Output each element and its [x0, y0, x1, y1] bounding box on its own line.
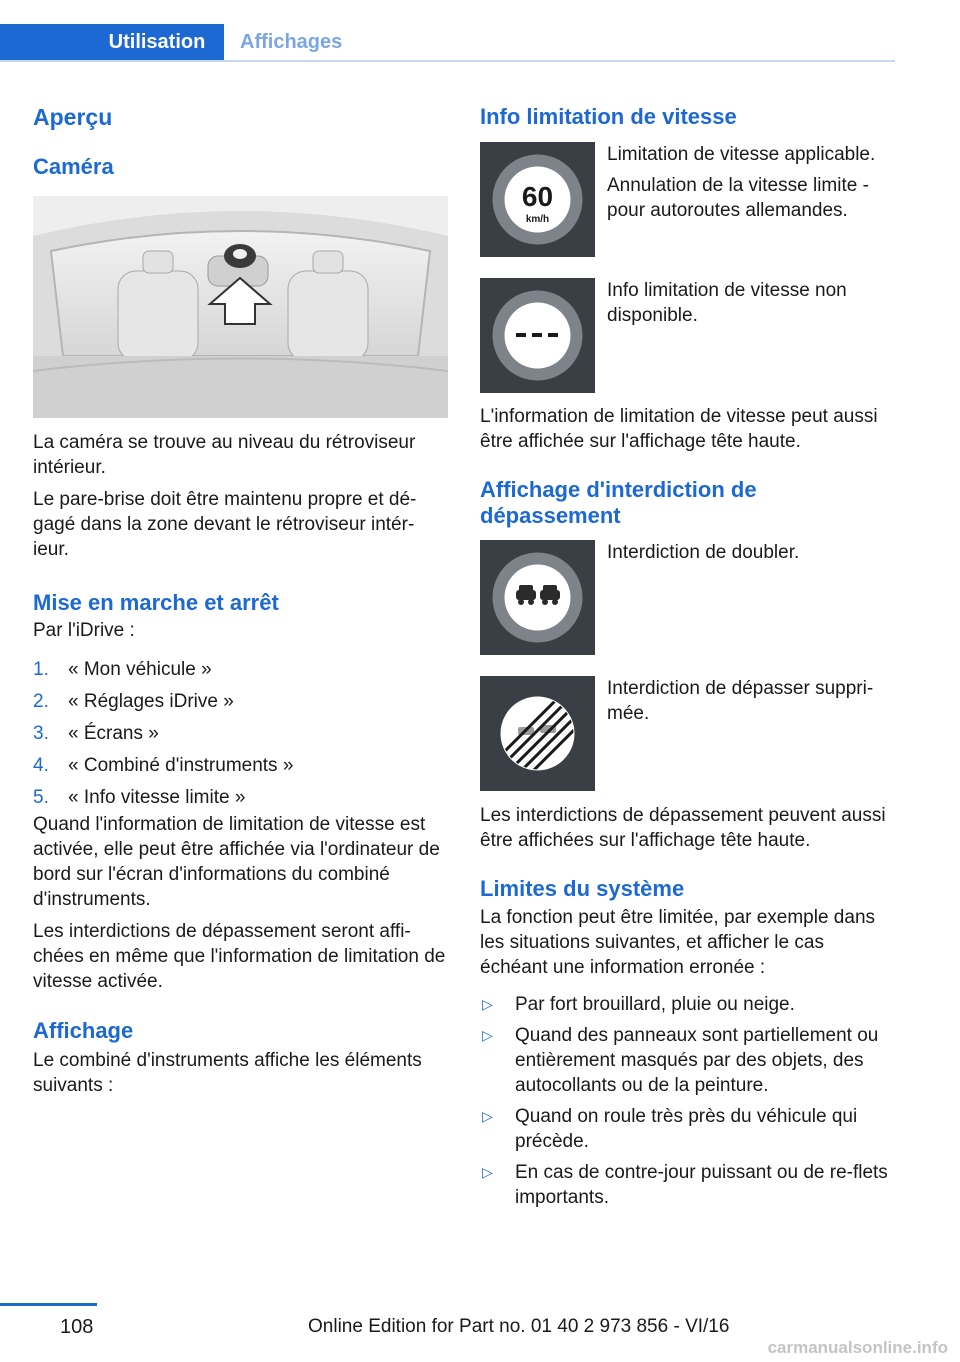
heading-system-limits: Limites du système [480, 876, 685, 901]
header [0, 0, 895, 62]
speed-sign-desc-2: Annulation de la vitesse limite - pour autoroutes allemandes. [607, 175, 869, 221]
idrive-steps [33, 657, 448, 810]
heading-no-overtaking: Affichage d'interdiction de dépassement [480, 477, 757, 528]
step-number: 4. [33, 755, 49, 776]
speed-sign-text [607, 142, 895, 257]
bullet-text: Quand des panneaux sont partiellement ou entièrement masqués par des objets, des autocollants ou de la peinture. [515, 1025, 879, 1096]
list-item [480, 1104, 895, 1154]
edition-text: Online Edition for Part no. 01 40 2 973 856 - VI/16 [308, 1316, 730, 1337]
step-number: 2. [33, 691, 49, 712]
sign-row-end-no-overtaking [480, 676, 895, 791]
sign-row-unavailable [480, 278, 895, 393]
step-text: « Info vitesse limite » [68, 787, 246, 808]
header-divider [0, 60, 895, 62]
heading-on-off: Mise en marche et arrêt [33, 590, 279, 615]
bullet-text: En cas de contre-jour puissant ou de re-flets importants. [515, 1162, 888, 1208]
step-text: « Écrans » [68, 723, 159, 744]
heading-speed-limit-info: Info limitation de vitesse [480, 104, 737, 129]
speed-limit-value: 60 [521, 181, 554, 212]
step-number: 5. [33, 787, 49, 808]
heading-overview: Aperçu [33, 104, 113, 130]
overtaking-note: Les interdictions de dépassement seront affi-chées en même que l'information de limitation de vitesse activée. [33, 921, 446, 992]
limits-list [480, 992, 895, 1210]
limits-intro: La fonction peut être limitée, par exemple dans les situations suivantes, et afficher le cas échéant une information erronée : [480, 907, 876, 978]
on-off-description: Quand l'information de limitation de vitesse est activée, elle peut être affichée via l'ordinateur de bord sur l'écran d'informations du combiné d'instruments. [33, 814, 440, 910]
end-no-overtaking-sign-text [607, 676, 895, 791]
no-overtaking-desc: Interdiction de doubler. [607, 542, 800, 563]
overtake-hud-note: Les interdictions de dépassement peuvent aussi être affichées sur l'affichage tête haute. [480, 805, 886, 851]
triangle-bullet-icon: ▷ [482, 996, 493, 1012]
tab-utilisation[interactable]: Utilisation [0, 24, 224, 61]
right-column [480, 100, 895, 1216]
heading-camera: Caméra [33, 154, 114, 179]
display-intro: Le combiné d'instruments affiche les éléments suivants : [33, 1050, 422, 1096]
step-text: « Combiné d'instruments » [68, 755, 294, 776]
step-number: 3. [33, 723, 49, 744]
list-item [480, 1023, 895, 1098]
speed-sign-desc-1: Limitation de vitesse applicable. [607, 144, 876, 165]
no-overtaking-sign-text [607, 540, 799, 655]
camera-clean-text: Le pare-brise doit être maintenu propre et dé-gagé dans la zone devant le rétroviseur intér-ieur. [33, 489, 417, 560]
bullet-text: Par fort brouillard, pluie ou neige. [515, 994, 795, 1015]
left-column [33, 100, 448, 1098]
tab-affichages[interactable]: Affichages [240, 31, 343, 53]
speed-limit-unit: km/h [525, 214, 550, 225]
step-text: « Réglages iDrive » [68, 691, 234, 712]
triangle-bullet-icon: ▷ [482, 1164, 493, 1180]
sign-row-speed [480, 142, 895, 257]
list-item [480, 992, 895, 1017]
list-item [33, 657, 448, 682]
unavailable-sign-desc: Info limitation de vitesse non disponible. [607, 280, 847, 326]
step-number: 1. [33, 659, 49, 680]
speed-unavailable-sign-image [480, 278, 595, 393]
list-item [33, 785, 448, 810]
list-item [33, 689, 448, 714]
unavailable-sign-text [607, 278, 895, 393]
footer-divider [0, 1303, 97, 1306]
step-text: « Mon véhicule » [68, 659, 212, 680]
list-item [33, 753, 448, 778]
watermark: carmanualsonline.info [767, 1338, 948, 1357]
sign-row-no-overtaking [480, 540, 895, 655]
list-item [480, 1160, 895, 1210]
camera-location-text: La caméra se trouve au niveau du rétroviseur intérieur. [33, 432, 416, 478]
end-no-overtaking-desc: Interdiction de dépasser suppri-mée. [607, 678, 874, 724]
camera-location-image [33, 196, 448, 418]
page-number: 108 [60, 1316, 94, 1338]
triangle-bullet-icon: ▷ [482, 1027, 493, 1043]
list-item [33, 721, 448, 746]
heading-display: Affichage [33, 1018, 134, 1043]
end-no-overtaking-sign-image [480, 676, 595, 791]
on-off-intro: Par l'iDrive : [33, 620, 135, 641]
no-overtaking-sign-image [480, 540, 595, 655]
speed-hud-note: L'information de limitation de vitesse peut aussi être affichée sur l'affichage tête haute. [480, 406, 878, 452]
speed-limit-sign-image [480, 142, 595, 257]
triangle-bullet-icon: ▷ [482, 1108, 493, 1124]
bullet-text: Quand on roule très près du véhicule qui précède. [515, 1106, 858, 1152]
